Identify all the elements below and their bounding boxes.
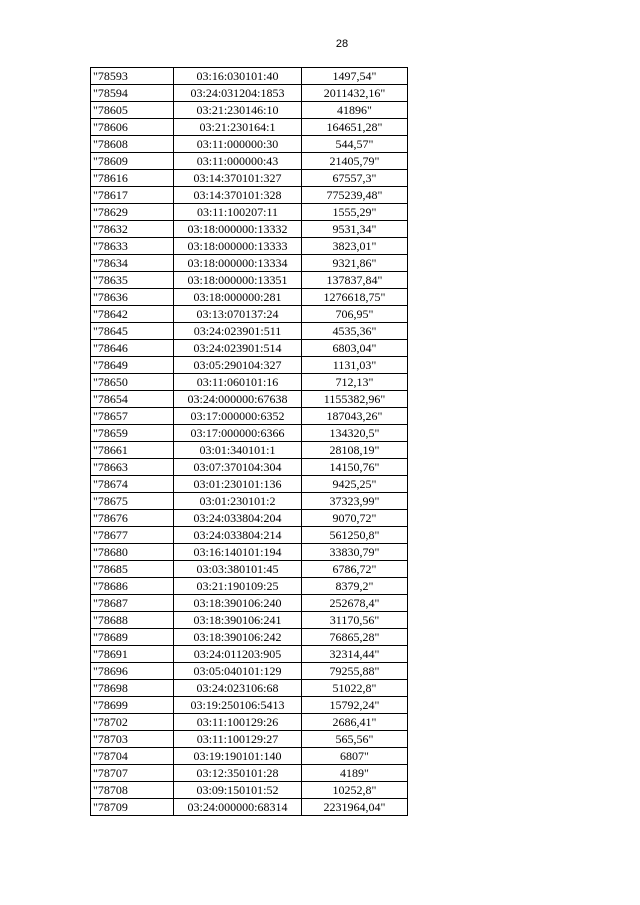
cell-record-id: "78691 — [91, 646, 174, 663]
cell-cadastral-number: 03:01:230101:2 — [174, 493, 302, 510]
cell-value: 706,95" — [302, 306, 408, 323]
cell-cadastral-number: 03:19:190101:140 — [174, 748, 302, 765]
cell-cadastral-number: 03:03:380101:45 — [174, 561, 302, 578]
cell-record-id: "78675 — [91, 493, 174, 510]
cell-cadastral-number: 03:24:033804:214 — [174, 527, 302, 544]
cell-record-id: "78696 — [91, 663, 174, 680]
cell-cadastral-number: 03:24:031204:1853 — [174, 85, 302, 102]
table-row — [91, 340, 408, 357]
cell-cadastral-number: 03:24:011203:905 — [174, 646, 302, 663]
cell-record-id: "78685 — [91, 561, 174, 578]
cell-value: 9425,25" — [302, 476, 408, 493]
cell-value: 1497,54" — [302, 68, 408, 85]
cell-cadastral-number: 03:21:190109:25 — [174, 578, 302, 595]
cell-cadastral-number: 03:11:100207:11 — [174, 204, 302, 221]
cell-value: 544,57" — [302, 136, 408, 153]
cell-value: 79255,88" — [302, 663, 408, 680]
table-row — [91, 289, 408, 306]
cell-cadastral-number: 03:18:390106:241 — [174, 612, 302, 629]
table-row — [91, 153, 408, 170]
cell-record-id: "78688 — [91, 612, 174, 629]
data-table — [90, 67, 408, 816]
table-row — [91, 697, 408, 714]
cell-cadastral-number: 03:11:000000:43 — [174, 153, 302, 170]
cell-cadastral-number: 03:18:390106:242 — [174, 629, 302, 646]
table-row — [91, 646, 408, 663]
cell-record-id: "78698 — [91, 680, 174, 697]
page-number: 28 — [335, 38, 349, 50]
cell-record-id: "78674 — [91, 476, 174, 493]
cell-record-id: "78703 — [91, 731, 174, 748]
cell-record-id: "78642 — [91, 306, 174, 323]
table-row — [91, 102, 408, 119]
cell-record-id: "78616 — [91, 170, 174, 187]
cell-cadastral-number: 03:18:390106:240 — [174, 595, 302, 612]
table-row — [91, 782, 408, 799]
cell-cadastral-number: 03:12:350101:28 — [174, 765, 302, 782]
cell-value: 28108,19" — [302, 442, 408, 459]
cell-cadastral-number: 03:17:000000:6366 — [174, 425, 302, 442]
cell-record-id: "78702 — [91, 714, 174, 731]
table-row — [91, 136, 408, 153]
table-row — [91, 527, 408, 544]
cell-record-id: "78650 — [91, 374, 174, 391]
cell-value: 4189" — [302, 765, 408, 782]
cell-value: 3823,01" — [302, 238, 408, 255]
table-row — [91, 306, 408, 323]
table-row — [91, 578, 408, 595]
cell-cadastral-number: 03:24:023106:68 — [174, 680, 302, 697]
table-row — [91, 255, 408, 272]
table-row — [91, 187, 408, 204]
cell-record-id: "78659 — [91, 425, 174, 442]
cell-record-id: "78676 — [91, 510, 174, 527]
cell-record-id: "78689 — [91, 629, 174, 646]
cell-value: 6786,72" — [302, 561, 408, 578]
cell-cadastral-number: 03:07:370104:304 — [174, 459, 302, 476]
cell-record-id: "78609 — [91, 153, 174, 170]
cell-cadastral-number: 03:11:100129:27 — [174, 731, 302, 748]
table-row — [91, 544, 408, 561]
cell-record-id: "78687 — [91, 595, 174, 612]
cell-cadastral-number: 03:21:230164:1 — [174, 119, 302, 136]
cell-value: 10252,8" — [302, 782, 408, 799]
cell-cadastral-number: 03:01:340101:1 — [174, 442, 302, 459]
cell-value: 2686,41" — [302, 714, 408, 731]
cell-cadastral-number: 03:18:000000:13351 — [174, 272, 302, 289]
cell-cadastral-number: 03:16:030101:40 — [174, 68, 302, 85]
cell-value: 2231964,04" — [302, 799, 408, 816]
table-row — [91, 391, 408, 408]
cell-value: 561250,8" — [302, 527, 408, 544]
cell-cadastral-number: 03:11:060101:16 — [174, 374, 302, 391]
table-row — [91, 612, 408, 629]
cell-record-id: "78708 — [91, 782, 174, 799]
cell-value: 134320,5" — [302, 425, 408, 442]
table-row — [91, 459, 408, 476]
table-row — [91, 204, 408, 221]
table-row — [91, 357, 408, 374]
table-row — [91, 561, 408, 578]
cell-cadastral-number: 03:05:290104:327 — [174, 357, 302, 374]
cell-record-id: "78634 — [91, 255, 174, 272]
cell-value: 775239,48" — [302, 187, 408, 204]
table-row — [91, 442, 408, 459]
cell-value: 187043,26" — [302, 408, 408, 425]
cell-record-id: "78593 — [91, 68, 174, 85]
table-row — [91, 221, 408, 238]
cell-cadastral-number: 03:24:033804:204 — [174, 510, 302, 527]
cell-value: 31170,56" — [302, 612, 408, 629]
cell-value: 32314,44" — [302, 646, 408, 663]
cell-cadastral-number: 03:13:070137:24 — [174, 306, 302, 323]
cell-value: 9531,34" — [302, 221, 408, 238]
cell-cadastral-number: 03:21:230146:10 — [174, 102, 302, 119]
cell-value: 76865,28" — [302, 629, 408, 646]
cell-record-id: "78633 — [91, 238, 174, 255]
cell-record-id: "78635 — [91, 272, 174, 289]
cell-record-id: "78632 — [91, 221, 174, 238]
table-row — [91, 425, 408, 442]
table-row — [91, 663, 408, 680]
cell-cadastral-number: 03:18:000000:13333 — [174, 238, 302, 255]
table-row — [91, 765, 408, 782]
cell-value: 1276618,75" — [302, 289, 408, 306]
cell-cadastral-number: 03:05:040101:129 — [174, 663, 302, 680]
cell-record-id: "78686 — [91, 578, 174, 595]
table-row — [91, 272, 408, 289]
table-row — [91, 85, 408, 102]
cell-value: 1155382,96" — [302, 391, 408, 408]
cell-cadastral-number: 03:18:000000:13332 — [174, 221, 302, 238]
cell-value: 164651,28" — [302, 119, 408, 136]
cell-value: 2011432,16" — [302, 85, 408, 102]
table-row — [91, 629, 408, 646]
cell-value: 565,56" — [302, 731, 408, 748]
cell-record-id: "78606 — [91, 119, 174, 136]
cell-cadastral-number: 03:14:370101:328 — [174, 187, 302, 204]
table-row — [91, 748, 408, 765]
cell-cadastral-number: 03:18:000000:281 — [174, 289, 302, 306]
cell-cadastral-number: 03:01:230101:136 — [174, 476, 302, 493]
table-row — [91, 714, 408, 731]
cell-record-id: "78636 — [91, 289, 174, 306]
cell-cadastral-number: 03:09:150101:52 — [174, 782, 302, 799]
cell-value: 14150,76" — [302, 459, 408, 476]
cell-value: 6807" — [302, 748, 408, 765]
cell-record-id: "78699 — [91, 697, 174, 714]
cell-record-id: "78646 — [91, 340, 174, 357]
cell-record-id: "78709 — [91, 799, 174, 816]
cell-value: 51022,8" — [302, 680, 408, 697]
cell-record-id: "78617 — [91, 187, 174, 204]
table-row — [91, 323, 408, 340]
cell-record-id: "78707 — [91, 765, 174, 782]
cell-cadastral-number: 03:24:000000:68314 — [174, 799, 302, 816]
cell-value: 37323,99" — [302, 493, 408, 510]
cell-record-id: "78605 — [91, 102, 174, 119]
cell-cadastral-number: 03:24:023901:511 — [174, 323, 302, 340]
cell-value: 1555,29" — [302, 204, 408, 221]
cell-record-id: "78649 — [91, 357, 174, 374]
table-row — [91, 408, 408, 425]
cell-record-id: "78594 — [91, 85, 174, 102]
table-body — [91, 68, 408, 816]
table-row — [91, 170, 408, 187]
cell-value: 8379,2" — [302, 578, 408, 595]
cell-record-id: "78680 — [91, 544, 174, 561]
cell-value: 41896" — [302, 102, 408, 119]
table-row — [91, 493, 408, 510]
cell-cadastral-number: 03:24:023901:514 — [174, 340, 302, 357]
cell-value: 15792,24" — [302, 697, 408, 714]
cell-cadastral-number: 03:17:000000:6352 — [174, 408, 302, 425]
cell-value: 712,13" — [302, 374, 408, 391]
cell-record-id: "78645 — [91, 323, 174, 340]
cell-record-id: "78629 — [91, 204, 174, 221]
table-row — [91, 119, 408, 136]
cell-value: 137837,84" — [302, 272, 408, 289]
table-row — [91, 510, 408, 527]
cell-value: 1131,03" — [302, 357, 408, 374]
cell-value: 21405,79" — [302, 153, 408, 170]
cell-record-id: "78663 — [91, 459, 174, 476]
cell-record-id: "78654 — [91, 391, 174, 408]
cell-cadastral-number: 03:11:100129:26 — [174, 714, 302, 731]
cell-cadastral-number: 03:11:000000:30 — [174, 136, 302, 153]
cell-value: 9321,86" — [302, 255, 408, 272]
table-row — [91, 680, 408, 697]
table-row — [91, 374, 408, 391]
table-row — [91, 68, 408, 85]
table-row — [91, 799, 408, 816]
cell-record-id: "78608 — [91, 136, 174, 153]
cell-cadastral-number: 03:16:140101:194 — [174, 544, 302, 561]
cell-value: 33830,79" — [302, 544, 408, 561]
cell-cadastral-number: 03:24:000000:67638 — [174, 391, 302, 408]
table-row — [91, 476, 408, 493]
cell-value: 6803,04" — [302, 340, 408, 357]
cell-record-id: "78677 — [91, 527, 174, 544]
table-row — [91, 731, 408, 748]
cell-cadastral-number: 03:19:250106:5413 — [174, 697, 302, 714]
cell-record-id: "78657 — [91, 408, 174, 425]
cell-value: 252678,4" — [302, 595, 408, 612]
cell-value: 9070,72" — [302, 510, 408, 527]
cell-record-id: "78661 — [91, 442, 174, 459]
cell-value: 4535,36" — [302, 323, 408, 340]
table-row — [91, 595, 408, 612]
table-row — [91, 238, 408, 255]
cell-value: 67557,3" — [302, 170, 408, 187]
cell-cadastral-number: 03:18:000000:13334 — [174, 255, 302, 272]
cell-cadastral-number: 03:14:370101:327 — [174, 170, 302, 187]
cell-record-id: "78704 — [91, 748, 174, 765]
